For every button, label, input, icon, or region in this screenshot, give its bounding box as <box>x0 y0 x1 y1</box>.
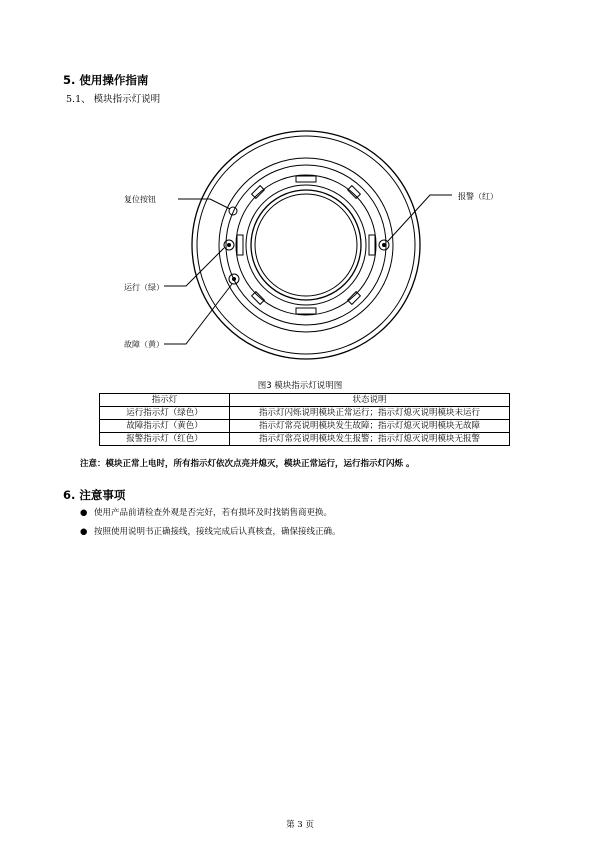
clip-tab <box>348 292 361 305</box>
page-number: 第 3 页 <box>286 820 314 830</box>
subsection-heading: 5.1、 模块指示灯说明 <box>66 94 161 105</box>
clip-tab <box>296 308 316 314</box>
table-cell: 指示灯常亮说明模块发生报警；指示灯熄灭说明模块无报警 <box>230 433 510 446</box>
list-item <box>80 506 332 518</box>
table-header-row <box>100 394 510 407</box>
module-indicator-diagram <box>0 0 600 380</box>
clip-tab <box>252 186 265 199</box>
list-item <box>80 525 341 537</box>
reset-button-led <box>229 207 237 215</box>
segment-ring-inner <box>246 185 366 305</box>
list-item-text: 按照使用说明书正确接线，接线完成后认真核查，确保接线正确。 <box>94 527 341 537</box>
clip-tab <box>348 186 361 199</box>
table-cell: 运行指示灯（绿色） <box>100 407 230 420</box>
reset-button-label: 复位按钮 <box>124 195 156 204</box>
figure-caption: 图3 模块指示灯说明图 <box>257 381 343 391</box>
clip-tab <box>369 235 375 255</box>
middle-ring-inner <box>226 165 386 325</box>
run-led-dot <box>228 244 231 247</box>
table-row <box>100 407 510 420</box>
table-row <box>100 420 510 433</box>
middle-ring <box>219 158 393 332</box>
clip-tab <box>296 176 316 182</box>
section-heading: 5. 使用操作指南 <box>63 73 149 87</box>
fault-led-dot <box>233 278 236 281</box>
inner-opening <box>251 190 361 300</box>
clip-tab <box>252 292 265 305</box>
table-header-status: 状态说明 <box>230 394 510 407</box>
list-item-text: 使用产品前请检查外观是否完好，若有损坏及时找销售商更换。 <box>94 508 333 518</box>
section6-heading: 6. 注意事项 <box>63 488 126 502</box>
segment-ring-outer <box>236 175 376 315</box>
table-cell: 指示灯常亮说明模块发生故障；指示灯熄灭说明模块无故障 <box>230 420 510 433</box>
table-cell: 报警指示灯（红色） <box>100 433 230 446</box>
table-header-indicator: 指示灯 <box>100 394 230 407</box>
bullet-icon: ● <box>80 527 88 537</box>
fault-label: 故障（黄） <box>124 340 164 349</box>
alarm-led-dot <box>383 244 386 247</box>
clip-tab <box>237 235 243 255</box>
table-row <box>100 433 510 446</box>
table-cell: 指示灯闪烁说明模块正常运行；指示灯熄灭说明模块未运行 <box>230 407 510 420</box>
alarm-label: 报警（红） <box>458 192 498 201</box>
indicator-table <box>99 393 510 446</box>
power-on-note: 注意：模块正常上电时，所有指示灯依次点亮并熄灭，模块正常运行，运行指示灯闪烁 。 <box>80 459 415 469</box>
table-cell: 故障指示灯（黄色） <box>100 420 230 433</box>
inner-opening-lip <box>255 194 357 296</box>
run-label: 运行（绿） <box>124 283 164 292</box>
bullet-icon: ● <box>80 508 88 518</box>
